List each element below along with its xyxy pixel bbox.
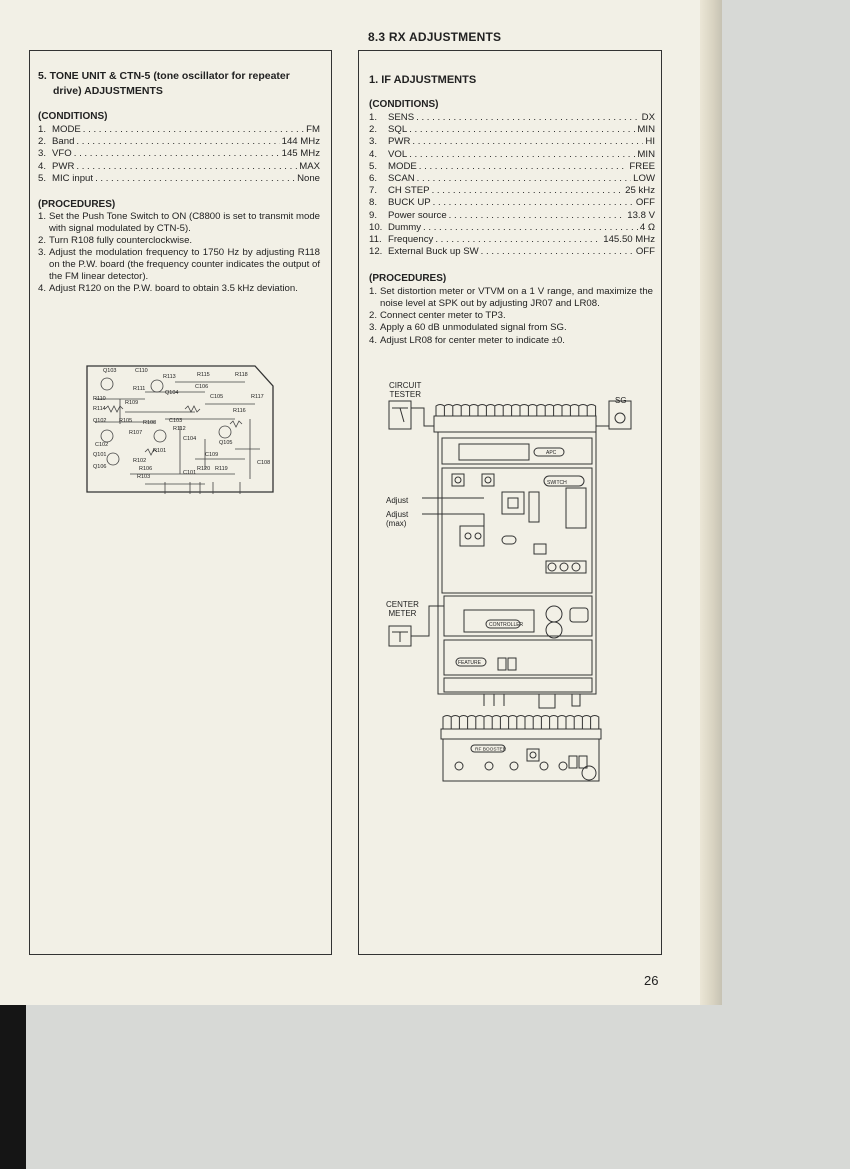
page-edge	[700, 0, 722, 1005]
board-component-label: C102	[95, 442, 109, 448]
board-component-label: C101	[183, 470, 197, 476]
board-component-label: R108	[143, 420, 157, 426]
condition-number: 3.	[369, 136, 378, 148]
board-component-label: Q103	[103, 368, 117, 374]
board-component-label: C106	[195, 384, 209, 390]
condition-label: SCAN	[388, 172, 415, 184]
condition-label: External Buck up SW	[388, 246, 479, 258]
dot-leader	[95, 173, 295, 185]
board-component-label: R103	[137, 474, 151, 480]
board-component-label: C103	[169, 418, 183, 424]
condition-number: 4.	[38, 160, 47, 172]
procedure-text: Apply a 60 dB unmodulated signal from SG.	[380, 322, 567, 334]
condition-number: 5.	[38, 172, 47, 184]
dot-leader	[409, 149, 635, 161]
board-component-label: C110	[135, 368, 148, 374]
controller-block-label: CONTROLLER	[489, 622, 524, 628]
condition-label: Dummy	[388, 221, 422, 233]
condition-row	[369, 185, 655, 197]
board-component-label: R101	[153, 448, 167, 454]
condition-number: 11.	[369, 233, 382, 245]
condition-row	[369, 136, 655, 148]
circuit-tester-label: CIRCUIT TESTER	[389, 381, 422, 399]
board-component-label: R106	[139, 466, 153, 472]
rf-booster-label: RF BOOSTER	[475, 747, 507, 753]
condition-label: VOL	[388, 148, 408, 160]
tone-unit-board-diagram	[85, 364, 305, 494]
condition-value: 4 Ω	[639, 221, 655, 233]
condition-row	[38, 173, 320, 185]
condition-row	[38, 124, 320, 136]
procedure-number: 4.	[38, 283, 47, 295]
board-component-label: Q101	[93, 452, 107, 458]
condition-value: 13.8 V	[627, 209, 655, 221]
board-component-label: R114	[93, 406, 106, 412]
board-component-label: Q102	[93, 418, 107, 424]
board-component-label: R117	[251, 394, 264, 400]
condition-number: 3.	[38, 148, 47, 160]
procedure-text: Adjust LR08 for center meter to indicate ±0.	[380, 334, 565, 346]
condition-value: MIN	[637, 148, 655, 160]
procedure-number: 3.	[38, 247, 47, 259]
board-component-label: R112	[173, 426, 186, 432]
condition-value: DX	[641, 112, 655, 123]
if-conditions-list	[369, 112, 655, 258]
board-component-label: C109	[205, 452, 219, 458]
dot-leader	[423, 222, 638, 234]
condition-label: VFO	[52, 148, 72, 160]
page-number: 26	[644, 973, 659, 988]
condition-number: 4.	[369, 148, 378, 160]
sg-label: SG	[615, 396, 627, 405]
procedure-step	[38, 211, 320, 235]
condition-number: 9.	[369, 209, 378, 221]
condition-row	[369, 149, 655, 161]
tone-unit-title-line1: 5. TONE UNIT & CTN-5 (tone oscillator for repeater	[38, 70, 290, 82]
board-component-label: R102	[133, 458, 147, 464]
dot-leader	[76, 161, 297, 173]
condition-value: MAX	[299, 160, 320, 172]
procedure-step	[369, 322, 653, 334]
condition-value: FM	[306, 124, 320, 135]
tone-unit-section	[29, 50, 332, 955]
condition-value: HI	[645, 136, 655, 148]
rf-booster-diagram	[439, 711, 609, 786]
condition-number: 10.	[369, 221, 383, 233]
condition-value: MIN	[637, 124, 655, 136]
procedure-number: 2.	[38, 235, 47, 247]
procedure-text: Turn R108 fully counterclockwise.	[49, 235, 193, 247]
condition-label: Band	[52, 136, 75, 148]
procedure-step	[38, 235, 320, 247]
condition-row	[38, 136, 320, 148]
dot-leader	[435, 234, 601, 246]
procedure-step	[369, 286, 653, 310]
procedure-number: 2.	[369, 310, 378, 322]
condition-label: MODE	[388, 160, 417, 172]
tone-conditions-list	[38, 124, 320, 185]
board-component-label: Q105	[219, 440, 233, 446]
condition-number: 2.	[369, 124, 378, 136]
condition-value: OFF	[635, 197, 655, 209]
board-component-label: R120	[197, 466, 211, 472]
condition-label: Power source	[388, 209, 447, 221]
condition-value: LOW	[633, 172, 655, 184]
procedure-number: 4.	[369, 334, 378, 346]
condition-value: OFF	[635, 246, 655, 258]
board-component-label: Q106	[93, 464, 107, 470]
condition-row	[369, 173, 655, 185]
procedure-number: 1.	[38, 211, 47, 222]
condition-row	[38, 148, 320, 160]
dot-leader	[416, 112, 640, 124]
center-meter-label: CENTER METER	[386, 600, 419, 618]
board-component-label: R113	[163, 374, 176, 380]
condition-label: SQL	[388, 124, 408, 136]
condition-row	[369, 197, 655, 209]
condition-row	[369, 246, 655, 258]
condition-row	[369, 161, 655, 173]
book-spine	[0, 1005, 26, 1169]
board-component-label: R111	[133, 386, 146, 392]
condition-label: PWR	[388, 136, 411, 148]
dot-leader	[449, 210, 626, 222]
condition-row	[369, 124, 655, 136]
procedure-number: 3.	[369, 322, 378, 334]
tone-unit-title-line2: drive) ADJUSTMENTS	[53, 85, 163, 97]
condition-value: FREE	[629, 160, 655, 172]
condition-row	[369, 222, 655, 234]
board-component-label: R105	[119, 418, 133, 424]
dot-leader	[419, 161, 628, 173]
procedure-text: Set the Push Tone Switch to ON (C8800 is set to transmit mode with signal modulated by CTN-5).	[49, 211, 320, 234]
board-component-label: R110	[93, 396, 106, 402]
condition-row	[369, 210, 655, 222]
dot-leader	[433, 197, 634, 209]
procedure-number: 1.	[369, 286, 378, 297]
procedure-step	[38, 283, 320, 295]
condition-label: MIC input	[52, 172, 94, 184]
dot-leader	[76, 136, 279, 148]
board-component-label: R118	[235, 372, 248, 378]
condition-number: 1.	[369, 112, 378, 123]
if-conditions-heading: (CONDITIONS)	[369, 99, 439, 110]
if-adjustments-section	[358, 50, 662, 955]
condition-value: 145.50 MHz	[603, 233, 655, 245]
switch-block-label: SWITCH	[547, 480, 567, 486]
condition-number: 2.	[38, 136, 47, 148]
procedure-text: Adjust the modulation frequency to 1750 Hz by adjusting R118 on the P.W. board (the frequency counter indicates the output of the FM linear detector).	[49, 247, 320, 282]
board-component-label: C105	[210, 394, 224, 400]
dot-leader	[409, 124, 635, 136]
board-component-label: R115	[197, 372, 210, 378]
condition-value: 145 MHz	[281, 148, 320, 160]
dot-leader	[481, 246, 634, 258]
procedure-step	[369, 310, 653, 322]
board-component-label: R116	[233, 408, 246, 414]
dot-leader	[432, 185, 624, 197]
if-procedures-heading: (PROCEDURES)	[369, 273, 447, 284]
adjust-max-label: Adjust (max)	[386, 510, 409, 528]
if-title: 1. IF ADJUSTMENTS	[369, 74, 477, 86]
condition-label: PWR	[52, 160, 75, 172]
adjust-label: Adjust	[386, 496, 409, 505]
board-component-label: R119	[215, 466, 228, 472]
condition-value: 144 MHz	[281, 136, 320, 148]
condition-row	[369, 234, 655, 246]
procedure-text: Connect center meter to TP3.	[380, 310, 506, 322]
board-component-label: R109	[125, 400, 139, 406]
apc-block-label: APC	[546, 450, 557, 456]
condition-label: BUCK UP	[388, 197, 431, 209]
procedure-text: Set distortion meter or VTVM on a 1 V range, and maximize the noise level at SPK out by adjusting JR07 and LR08.	[380, 286, 653, 309]
condition-number: 1.	[38, 124, 47, 135]
condition-label: Frequency	[388, 233, 434, 245]
tone-conditions-heading: (CONDITIONS)	[38, 111, 108, 122]
radio-adjustment-diagram	[384, 396, 644, 726]
condition-row	[369, 112, 655, 124]
board-component-label: R107	[129, 430, 143, 436]
condition-row	[38, 161, 320, 173]
procedure-step	[369, 335, 653, 347]
condition-value: None	[297, 172, 320, 184]
section-heading: 8.3 RX ADJUSTMENTS	[368, 30, 502, 44]
procedure-text: Adjust R120 on the P.W. board to obtain 3.5 kHz deviation.	[49, 283, 298, 295]
condition-label: MODE	[52, 124, 81, 135]
tone-procedures-list	[38, 211, 320, 296]
tone-procedures-heading: (PROCEDURES)	[38, 199, 116, 210]
procedure-step	[38, 247, 320, 282]
dot-leader	[74, 148, 280, 160]
condition-label: SENS	[388, 112, 415, 123]
board-component-label: Q104	[165, 390, 179, 396]
condition-number: 8.	[369, 197, 378, 209]
condition-number: 5.	[369, 160, 378, 172]
board-component-label: C108	[257, 460, 271, 466]
board-component-label: C104	[183, 436, 197, 442]
condition-number: 7.	[369, 185, 378, 197]
condition-number: 6.	[369, 172, 378, 184]
dot-leader	[83, 124, 304, 136]
dot-leader	[412, 136, 643, 148]
if-procedures-list	[369, 286, 653, 347]
condition-value: 25 kHz	[625, 185, 655, 197]
feature-block-label: FEATURE	[458, 660, 481, 666]
condition-number: 12.	[369, 246, 383, 258]
condition-label: CH STEP	[388, 185, 430, 197]
dot-leader	[417, 173, 631, 185]
